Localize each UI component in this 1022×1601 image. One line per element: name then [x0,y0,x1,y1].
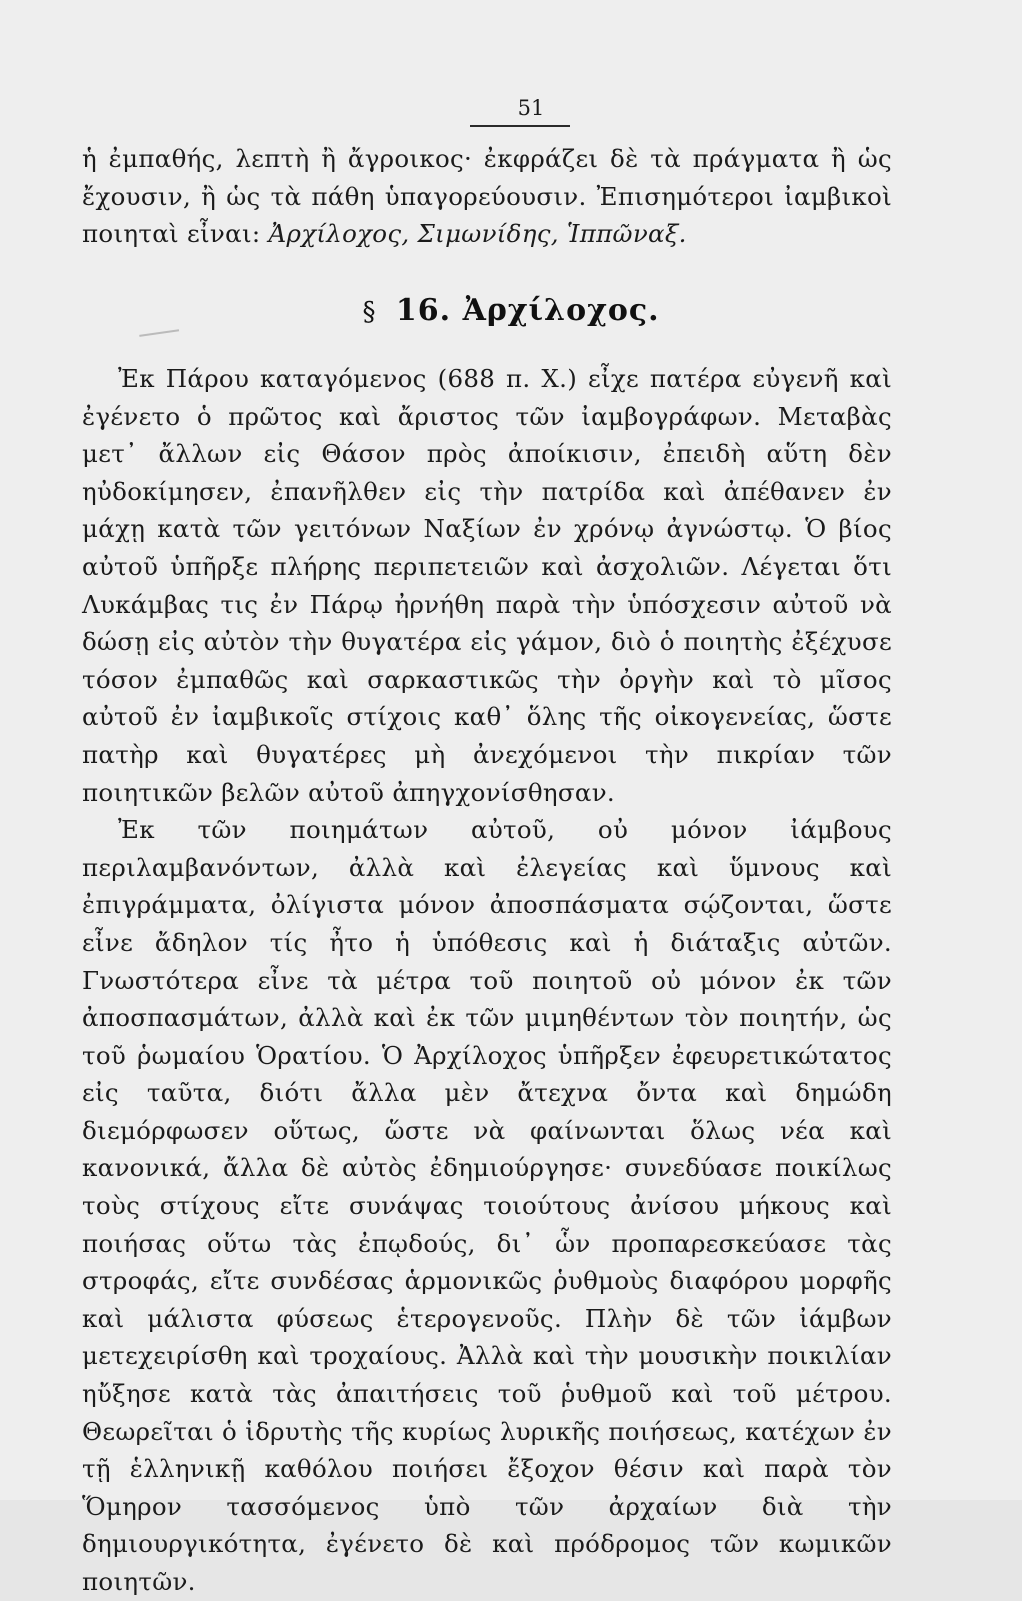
intro-paragraph [82,140,892,253]
page-number: 51 [517,96,545,120]
intro-text: ἡ ἐμπαθής, λεπτὴ ἢ ἄγροικος· ἐκφράζει δὲ τὰ πράγματα ἢ ὡς ἔχουσιν, ἢ ὡς τὰ πάθη ὑπαγορεύουσιν. Ἐπισημότεροι ἰαμβικοὶ ποιηταὶ εἶναι: [82,144,892,249]
paragraph-biography: Ἐκ Πάρου καταγόμενος (688 π. Χ.) εἶχε πατέρα εὐγενῆ καὶ ἐγένετο ὁ πρῶτος καὶ ἄριστος τῶν ἰαμβογράφων. Μεταβὰς μετ᾽ ἄλλων εἰς Θάσον πρὸς ἀποίκισιν, ἐπειδὴ αὕτη δὲν ηὐδοκίμησεν, ἐπανῆλθεν εἰς τὴν πατρίδα καὶ ἀπέθανεν ἐν μάχῃ κατὰ τῶν γειτόνων Ναξίων ἐν χρόνῳ ἀγνώστῳ. Ὁ βίος αὐτοῦ ὑπῆρξε πλήρης περιπετειῶν καὶ ἀσχολιῶν. Λέγεται ὅτι Λυκάμβας τις ἐν Πάρῳ ἠρνήθη παρὰ τὴν ὑπόσχεσιν αὐτοῦ νὰ δώσῃ εἰς αὐτὸν τὴν θυγατέρα εἰς γάμον, διὸ ὁ ποιητὴς ἐξέχυσε τόσον ἐμπαθῶς καὶ σαρκαστικῶς τὴν ὀργὴν καὶ τὸ μῖσος αὐτοῦ ἐν ἰαμβικοῖς στίχοις καθ᾽ ὅλης τῆς οἰκογενείας, ὥστε πατὴρ καὶ θυγατέρες μὴ ἀνεχόμενοι τὴν πικρίαν τῶν ποιητικῶν βελῶν αὐτοῦ ἀπηγχονίσθησαν. [82,364,892,807]
section-number: 16. [395,293,452,328]
section-mark: § [362,297,377,327]
iambic-poet-names: Ἀρχίλοχος, Σιμωνίδης, Ἱππῶναξ. [268,219,687,249]
paragraph-works: Ἐκ τῶν ποιημάτων αὐτοῦ, οὐ μόνον ἰάμβους περιλαμβανόντων, ἀλλὰ καὶ ἐλεγείας καὶ ὕμνους καὶ ἐπιγράμματα, ὀλίγιστα μόνον ἀποσπάσματα σῴζονται, ὥστε εἶνε ἄδηλον τίς ἦτο ἡ ὑπόθεσις καὶ ἡ διάταξις αὐτῶν. Γνωστότερα εἶνε τὰ μέτρα τοῦ ποιητοῦ οὐ μόνον ἐκ τῶν ἀποσπασμάτων, ἀλλὰ καὶ ἐκ τῶν μιμηθέντων τὸν ποιητήν, ὡς τοῦ ῥωμαίου Ὁρατίου. Ὁ Ἀρχίλοχος ὑπῆρξεν ἐφευρετικώτατος εἰς ταῦτα, διότι ἄλλα μὲν ἄτεχνα ὄντα καὶ δημώδη διεμόρφωσεν οὕτως, ὥστε νὰ φαίνωνται ὅλως νέα καὶ κανονικά, ἄλλα δὲ αὐτὸς ἐδημιούργησε· συνεδύασε ποικίλως τοὺς στίχους εἴτε συνάψας τοιούτους ἀνίσου μήκους καὶ ποιήσας οὕτω τὰς ἐπῳδούς, δι᾽ ὧν προπαρεσκεύασε τὰς στροφάς, εἴτε συνδέσας ἁρμονικῶς ῥυθμοὺς διαφόρου μορφῆς καὶ μάλιστα φύσεως ἑτερογενοῦς. Πλὴν δὲ τῶν ἰάμβων μετεχειρίσθη καὶ τροχαίους. Ἀλλὰ καὶ τὴν μουσικὴν ποικιλίαν ηὔξησε κατὰ τὰς ἀπαιτήσεις τοῦ ῥυθμοῦ καὶ τοῦ μέτρου. Θεωρεῖται ὁ ἱδρυτὴς τῆς κυρίως λυρικῆς ποιήσεως, κατέχων ἐν τῇ ἑλληνικῇ καθόλου ποιήσει ἔξοχον θέσιν καὶ παρὰ τὸν Ὅμηρον τασσόμενος ὑπὸ τῶν ἀρχαίων διὰ τὴν δημιουργικότητα, ἐγένετο δὲ καὶ πρόδρομος τῶν κωμικῶν ποιητῶν. [82,815,892,1596]
page-number-rule [470,125,570,127]
section-heading [0,293,1022,328]
section-body [82,360,892,1601]
pencil-mark [139,329,181,348]
section-title: Ἀρχίλοχος. [462,293,660,328]
